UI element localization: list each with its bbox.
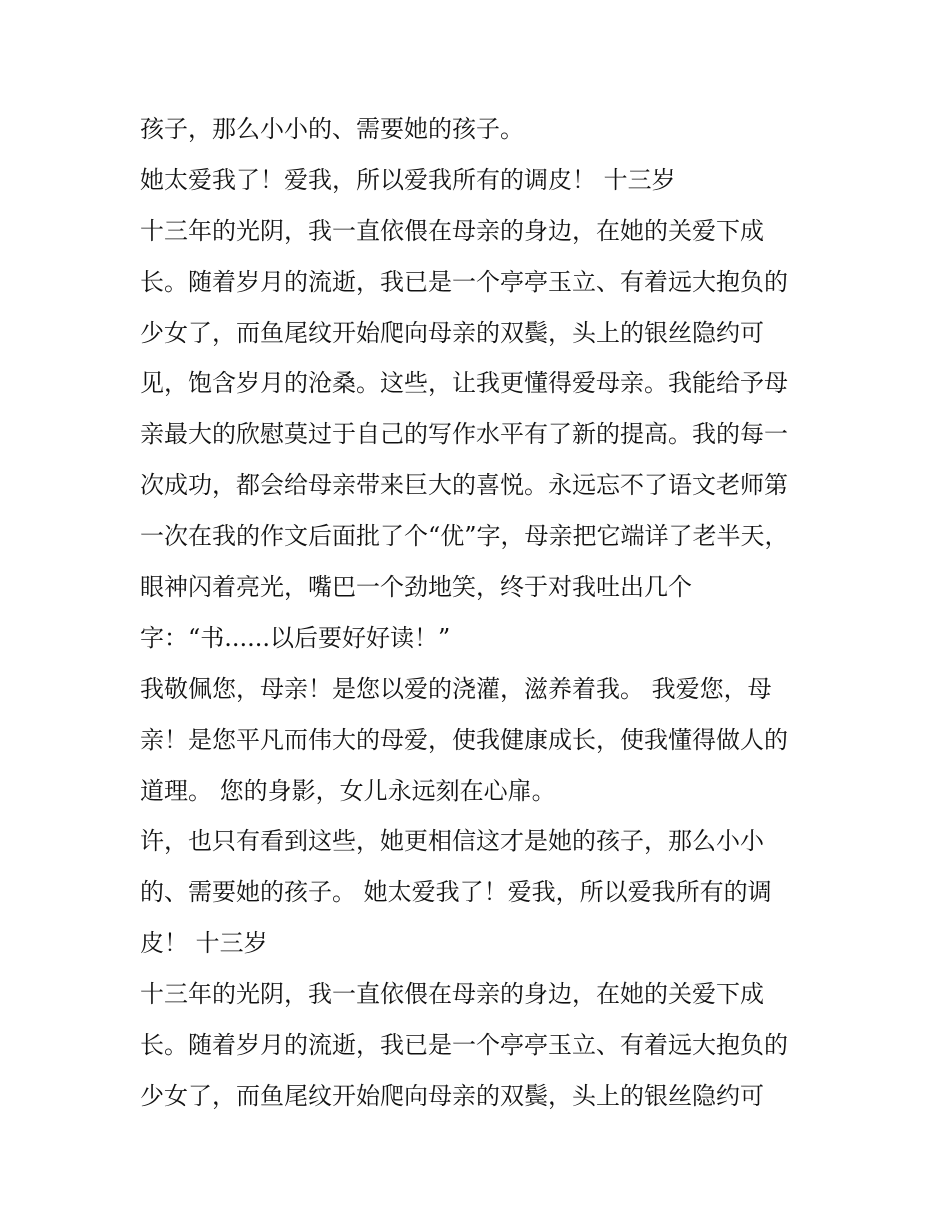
text-line: 孩子，那么小小的、需要她的孩子。 [140,115,524,143]
text-line: 一次在我的作文后面批了个“优”字，母亲把它端详了老半天， [140,522,789,551]
text-line: 见，饱含岁月的沧桑。这些，让我更懂得爱母亲。我能给予母 [140,369,788,398]
text-line: 道理。 您的身影，女儿永远刻在心扉。 [140,776,556,805]
text-line: 亲最大的欣慰莫过于自己的写作水平有了新的提高。我的每一 [140,420,788,449]
body-text [140,104,820,1122]
text-line: 次成功，都会给母亲带来巨大的喜悦。永远忘不了语文老师第 [140,471,788,500]
text-line: 的、需要她的孩子。 她太爱我了！爱我，所以爱我所有的调 [140,878,772,907]
text-line: 我敬佩您，母亲！是您以爱的浇灌，滋养着我。 我爱您，母 [140,674,772,703]
text-line: 她太爱我了！爱我，所以爱我所有的调皮！ 十三岁 [140,165,676,194]
text-line: 许，也只有看到这些，她更相信这才是她的孩子，那么小小 [140,827,764,856]
text-line: 长。随着岁月的流逝，我已是一个亭亭玉立、有着远大抱负的 [140,267,788,296]
text-line: 亲！是您平凡而伟大的母爱，使我健康成长，使我懂得做人的 [140,725,788,754]
text-line: 长。随着岁月的流逝，我已是一个亭亭玉立、有着远大抱负的 [140,1031,788,1060]
text-line: 少女了，而鱼尾纹开始爬向母亲的双鬓，头上的银丝隐约可 [140,1081,764,1110]
text-line: 皮！ 十三岁 [140,929,268,958]
text-line: 十三年的光阴，我一直依偎在母亲的身边，在她的关爱下成 [140,216,764,245]
text-line: 少女了，而鱼尾纹开始爬向母亲的双鬓，头上的银丝隐约可 [140,318,764,347]
text-line: 眼神闪着亮光，嘴巴一个劲地笑，终于对我吐出几个 [140,573,692,602]
text-line: 十三年的光阴，我一直依偎在母亲的身边，在她的关爱下成 [140,980,764,1009]
text-line: 字：“书......以后要好好读！” [140,623,451,652]
